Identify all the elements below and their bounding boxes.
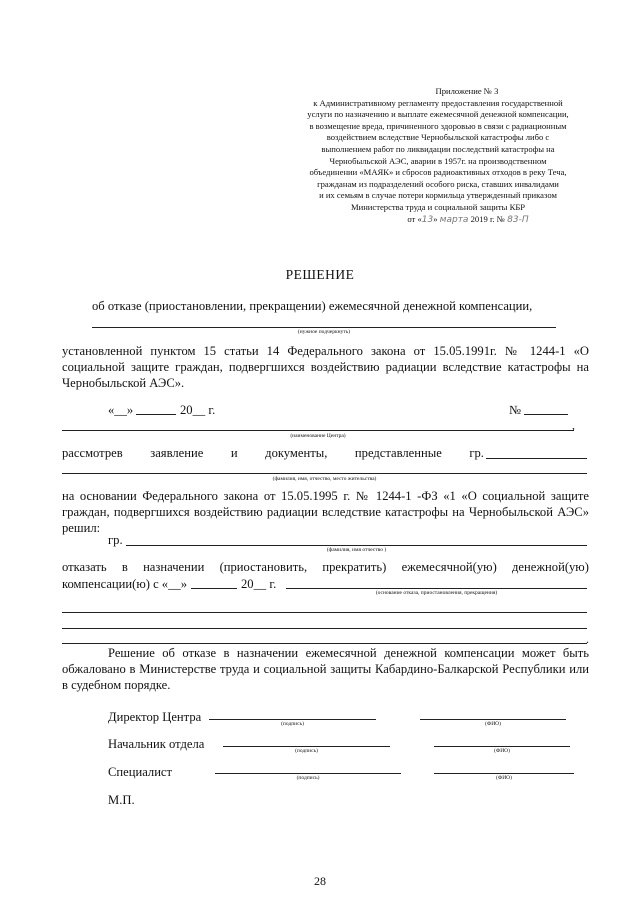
caption-underline: (нужное подчеркнуть) (297, 329, 351, 335)
appeal-paragraph: Решение об отказе в назначении ежемесячной денежной компенсации может быть обжаловано в Министерстве труда и социальной защиты Кабардино-Балкарской Республики или в судебном порядке. (62, 646, 589, 692)
basis-paragraph: на основании Федерального закона от 15.05.1995 г. № 1244-1 -ФЗ «1 «О социальной защите граждан, подвергшихся воздействию радиации вследствие катастрофы на Чернобыльской АЭС» решил: (62, 489, 589, 535)
signature-field (209, 719, 376, 720)
reason-field (286, 588, 587, 589)
annex-line: Министерства труда и социальной защиты КБР (350, 201, 526, 212)
signature-field (223, 746, 390, 747)
refuse-month-field (191, 588, 237, 589)
address-field (62, 473, 587, 474)
annex-line: гражданам из подразделений особого риска, ставших инвалидами (317, 178, 559, 189)
fio-field (434, 746, 570, 747)
refuse-date-prefix: компенсации(ю) с «__» (62, 577, 187, 591)
annex-line: услуги по назначению и выплате ежемесячной денежной компенсации, (307, 109, 569, 120)
subtitle: об отказе (приостановлении, прекращении) ежемесячной денежной компенсации, (92, 299, 533, 313)
annex-line: выполнением работ по ликвидации последствий катастрофы на (321, 143, 555, 154)
annex-line: к Административному регламенту предоставления государственной (313, 97, 563, 108)
reason-field-4 (62, 643, 587, 644)
annex-date: от «13» марта 2019 г. № 83-П (407, 213, 529, 225)
page-number: 28 (314, 874, 326, 888)
annex-line: Чернобыльской АЭС, аварии в 1957г. на производственном (329, 155, 547, 166)
caption-fio-address: (фамилия, имя, отчество, место жительства) (272, 476, 377, 482)
page-title: РЕШЕНИЕ (285, 267, 355, 282)
citizen-label: гр. (108, 533, 123, 547)
annex-line: и их семьям в случае потери кормильца утвержденный приказом (319, 190, 557, 201)
caption-fio: (фамилия, имя отчество ) (326, 547, 387, 553)
signature-caption: (подпись) (281, 721, 304, 727)
handwritten-number: 83-П (507, 214, 529, 225)
citizen-name-field (486, 458, 587, 459)
fio-caption: (ФИО) (496, 775, 512, 781)
signature-role: Директор Центра (108, 710, 202, 724)
signature-caption: (подпись) (295, 748, 318, 754)
date-year: 20__ г. (180, 403, 216, 417)
handwritten-month: марта (439, 214, 469, 225)
date-day: «__» (108, 403, 134, 417)
signature-caption: (подпись) (296, 775, 320, 781)
refuse-line: отказать в назначении (приостановить, прекратить) ежемесячной(ую) денежной(ую) (62, 560, 589, 574)
number-field (524, 414, 568, 415)
refuse-date-year: 20__ г. (241, 577, 277, 591)
review-line: рассмотрев заявление и документы, представленные гр. (62, 446, 484, 460)
fio-field (420, 719, 566, 720)
annex-line: объединении «МАЯК» и сбросов радиоактивных отходов в реку Теча, (309, 167, 567, 178)
caption-center: (наименование Центра) (290, 433, 346, 439)
reason-field-2 (62, 612, 587, 613)
signature-field (215, 773, 401, 774)
stamp-placeholder: М.П. (108, 793, 135, 807)
citizen-fio-field (126, 545, 587, 546)
signature-role: Специалист (108, 765, 173, 779)
signature-role: Начальник отдела (108, 737, 205, 751)
annex-line: воздействием вследствие Чернобыльской катастрофы либо с (326, 132, 550, 143)
center-name-field (62, 430, 574, 431)
handwritten-day: 13 (421, 214, 434, 225)
intro-paragraph: установленной пунктом 15 статьи 14 Федерального закона от 15.05.1991г. № 1244-1 «О социальной защите граждан, подвергшихся воздействию радиации вследствие катастрофы на Чернобыльской АЭС». (62, 344, 589, 390)
annex-block (288, 86, 588, 226)
fio-caption: (ФИО) (494, 748, 510, 754)
fio-field (434, 773, 574, 774)
annex-line: в возмещение вреда, причиненного здоровью в связи с радиационным (309, 120, 567, 131)
underline-field (92, 327, 556, 328)
caption-reason: (основание отказа, приостановления, прекращения) (375, 590, 498, 596)
annex-line: Приложение № 3 (435, 86, 499, 96)
fio-caption: (ФИО) (485, 721, 501, 727)
reason-field-3 (62, 628, 587, 629)
number-label: № (509, 403, 522, 417)
date-month-field (136, 414, 176, 415)
